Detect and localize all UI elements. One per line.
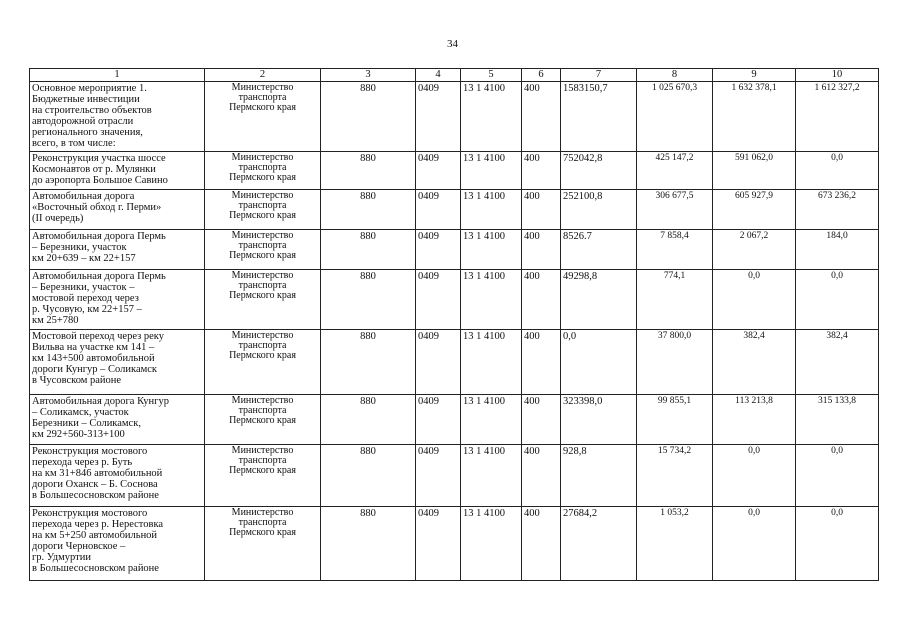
table-header-row <box>30 69 879 82</box>
header-cell: 8 <box>637 69 713 82</box>
col4-cell: 0409 <box>416 330 461 395</box>
col8-cell: 7 858,4 <box>637 230 713 270</box>
ministry-cell: Министерство транспорта Пермского края <box>205 445 321 507</box>
table-row <box>30 445 879 507</box>
col6-cell: 400 <box>522 270 561 330</box>
page-number: 34 <box>447 38 458 50</box>
col6-cell: 400 <box>522 230 561 270</box>
ministry-cell: Министерство транспорта Пермского края <box>205 82 321 152</box>
col10-cell: 0,0 <box>796 152 879 190</box>
col4-cell: 0409 <box>416 82 461 152</box>
col6-cell: 400 <box>522 152 561 190</box>
header-cell: 3 <box>321 69 416 82</box>
col9-cell: 2 067,2 <box>713 230 796 270</box>
table-row <box>30 190 879 230</box>
col8-cell: 306 677,5 <box>637 190 713 230</box>
col5-cell: 13 1 4100 <box>461 507 522 581</box>
project-name-cell: Мостовой переход через реку Вильва на участке км 141 – км 143+500 автомобильной дороги Кунгур – Соликамск в Чусовском районе <box>30 330 205 395</box>
col4-cell: 0409 <box>416 395 461 445</box>
project-name-cell: Реконструкция мостового перехода через р. Нерестовка на км 5+250 автомобильной дороги Черновское – гр. Удмуртии в Большесосновском районе <box>30 507 205 581</box>
col7-cell: 752042,8 <box>561 152 637 190</box>
col3-cell: 880 <box>321 230 416 270</box>
col5-cell: 13 1 4100 <box>461 330 522 395</box>
col6-cell: 400 <box>522 395 561 445</box>
col8-cell: 774,1 <box>637 270 713 330</box>
col10-cell: 1 612 327,2 <box>796 82 879 152</box>
col8-cell: 37 800,0 <box>637 330 713 395</box>
col4-cell: 0409 <box>416 445 461 507</box>
ministry-cell: Министерство транспорта Пермского края <box>205 330 321 395</box>
header-cell: 2 <box>205 69 321 82</box>
budget-table <box>29 68 879 581</box>
col3-cell: 880 <box>321 152 416 190</box>
col5-cell: 13 1 4100 <box>461 82 522 152</box>
col7-cell: 323398,0 <box>561 395 637 445</box>
col10-cell: 0,0 <box>796 270 879 330</box>
col8-cell: 1 053,2 <box>637 507 713 581</box>
project-name-cell: Автомобильная дорога Кунгур – Соликамск, участок Березники – Соликамск, км 292+560-313+100 <box>30 395 205 445</box>
project-name-cell: Реконструкция участка шоссе Космонавтов от р. Мулянки до аэропорта Большое Савино <box>30 152 205 190</box>
table-row <box>30 507 879 581</box>
col10-cell: 0,0 <box>796 445 879 507</box>
col6-cell: 400 <box>522 82 561 152</box>
col3-cell: 880 <box>321 330 416 395</box>
ministry-cell: Министерство транспорта Пермского края <box>205 190 321 230</box>
col7-cell: 1583150,7 <box>561 82 637 152</box>
project-name-cell: Автомобильная дорога Пермь – Березники, участок – мостовой переход через р. Чусовую, км 22+157 – км 25+780 <box>30 270 205 330</box>
ministry-cell: Министерство транспорта Пермского края <box>205 230 321 270</box>
col4-cell: 0409 <box>416 190 461 230</box>
project-name-cell: Автомобильная дорога Пермь – Березники, участок км 20+639 – км 22+157 <box>30 230 205 270</box>
table-row <box>30 230 879 270</box>
table-row <box>30 82 879 152</box>
table-row <box>30 270 879 330</box>
col7-cell: 27684,2 <box>561 507 637 581</box>
header-cell: 4 <box>416 69 461 82</box>
col7-cell: 252100,8 <box>561 190 637 230</box>
col9-cell: 0,0 <box>713 507 796 581</box>
col3-cell: 880 <box>321 82 416 152</box>
header-cell: 6 <box>522 69 561 82</box>
ministry-cell: Министерство транспорта Пермского края <box>205 152 321 190</box>
col9-cell: 591 062,0 <box>713 152 796 190</box>
col7-cell: 928,8 <box>561 445 637 507</box>
header-cell: 7 <box>561 69 637 82</box>
col9-cell: 382,4 <box>713 330 796 395</box>
col5-cell: 13 1 4100 <box>461 395 522 445</box>
col6-cell: 400 <box>522 330 561 395</box>
table-row <box>30 330 879 395</box>
col5-cell: 13 1 4100 <box>461 270 522 330</box>
project-name-cell: Реконструкция мостового перехода через р. Буть на км 31+846 автомобильной дороги Оханск – Б. Соснова в Большесосновском районе <box>30 445 205 507</box>
header-cell: 9 <box>713 69 796 82</box>
col5-cell: 13 1 4100 <box>461 152 522 190</box>
col6-cell: 400 <box>522 507 561 581</box>
ministry-cell: Министерство транспорта Пермского края <box>205 270 321 330</box>
col6-cell: 400 <box>522 445 561 507</box>
col9-cell: 1 632 378,1 <box>713 82 796 152</box>
col7-cell: 49298,8 <box>561 270 637 330</box>
col7-cell: 8526.7 <box>561 230 637 270</box>
header-cell: 10 <box>796 69 879 82</box>
col4-cell: 0409 <box>416 152 461 190</box>
col4-cell: 0409 <box>416 230 461 270</box>
ministry-cell: Министерство транспорта Пермского края <box>205 507 321 581</box>
col4-cell: 0409 <box>416 270 461 330</box>
project-name-cell: Основное мероприятие 1. Бюджетные инвестиции на строительство объектов автодорожной отрасли регионального значения, всего, в том числе: <box>30 82 205 152</box>
col3-cell: 880 <box>321 270 416 330</box>
col3-cell: 880 <box>321 190 416 230</box>
col8-cell: 425 147,2 <box>637 152 713 190</box>
header-cell: 5 <box>461 69 522 82</box>
col10-cell: 382,4 <box>796 330 879 395</box>
table-row <box>30 152 879 190</box>
col9-cell: 0,0 <box>713 445 796 507</box>
col10-cell: 184,0 <box>796 230 879 270</box>
col5-cell: 13 1 4100 <box>461 190 522 230</box>
col8-cell: 15 734,2 <box>637 445 713 507</box>
table-row <box>30 395 879 445</box>
col10-cell: 0,0 <box>796 507 879 581</box>
col3-cell: 880 <box>321 395 416 445</box>
col9-cell: 113 213,8 <box>713 395 796 445</box>
col9-cell: 0,0 <box>713 270 796 330</box>
col5-cell: 13 1 4100 <box>461 230 522 270</box>
col4-cell: 0409 <box>416 507 461 581</box>
header-cell: 1 <box>30 69 205 82</box>
project-name-cell: Автомобильная дорога «Восточный обход г. Перми» (II очередь) <box>30 190 205 230</box>
col10-cell: 673 236,2 <box>796 190 879 230</box>
col3-cell: 880 <box>321 445 416 507</box>
col8-cell: 99 855,1 <box>637 395 713 445</box>
col7-cell: 0,0 <box>561 330 637 395</box>
col6-cell: 400 <box>522 190 561 230</box>
col8-cell: 1 025 670,3 <box>637 82 713 152</box>
col3-cell: 880 <box>321 507 416 581</box>
col10-cell: 315 133,8 <box>796 395 879 445</box>
col9-cell: 605 927,9 <box>713 190 796 230</box>
col5-cell: 13 1 4100 <box>461 445 522 507</box>
ministry-cell: Министерство транспорта Пермского края <box>205 395 321 445</box>
